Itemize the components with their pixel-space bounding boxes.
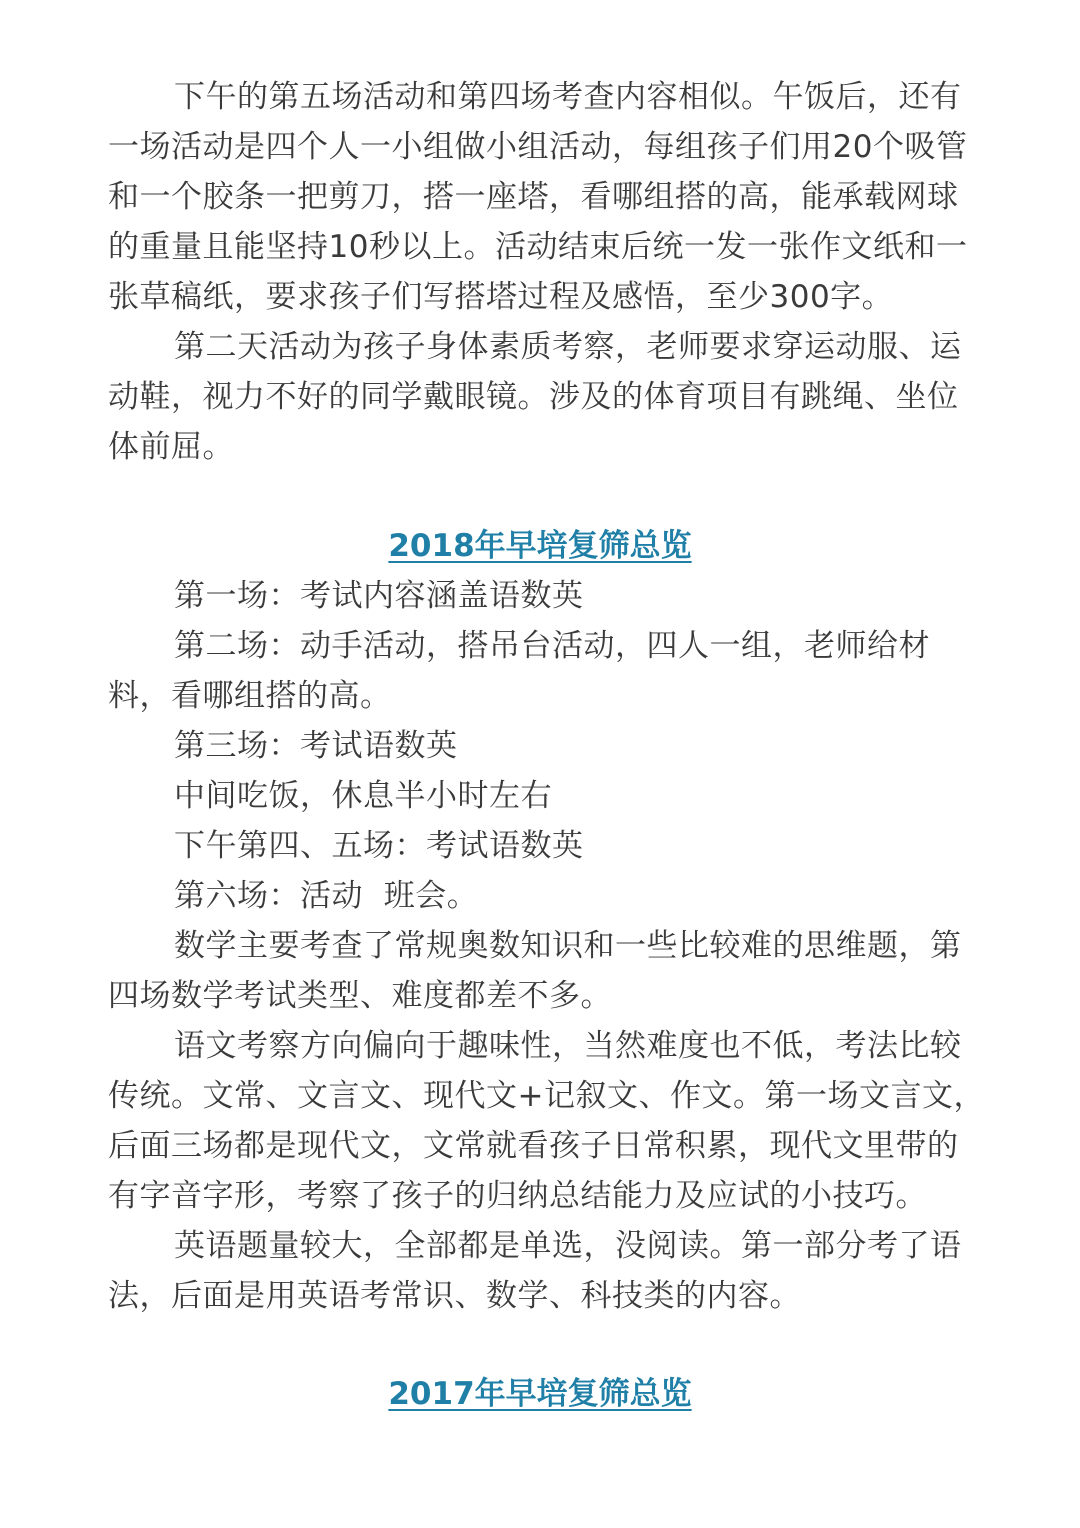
paragraph-line: 第六场：活动 班会。 — [174, 878, 479, 914]
paragraph-line: 传统。文常、文言文、现代文+记叙文、作文。第一场文言文， — [108, 1078, 985, 1114]
paragraph-line: 第一场：考试内容涵盖语数英 — [174, 578, 584, 614]
section-heading-2017[interactable] — [0, 1372, 1080, 1416]
paragraph-line: 数学主要考查了常规奥数知识和一些比较难的思维题，第 — [174, 928, 962, 964]
paragraph-line: 第二天活动为孩子身体素质考察，老师要求穿运动服、运 — [174, 329, 962, 365]
paragraph-line: 料，看哪组搭的高。 — [108, 678, 392, 714]
paragraph-line: 中间吃饭，休息半小时左右 — [174, 778, 552, 814]
paragraph-line: 和一个胶条一把剪刀，搭一座塔，看哪组搭的高，能承载网球 — [108, 179, 959, 215]
section-heading-2018[interactable] — [0, 524, 1080, 568]
paragraph-line: 四场数学考试类型、难度都差不多。 — [108, 978, 612, 1014]
paragraph-line: 的重量且能坚持10秒以上。活动结束后统一发一张作文纸和一 — [108, 229, 968, 265]
paragraph-line: 动鞋，视力不好的同学戴眼镜。涉及的体育项目有跳绳、坐位 — [108, 379, 959, 415]
paragraph-line: 下午的第五场活动和第四场考查内容相似。午饭后，还有 — [174, 79, 962, 115]
paragraph-line: 有字音字形，考察了孩子的归纳总结能力及应试的小技巧。 — [108, 1178, 927, 1214]
paragraph-line: 语文考察方向偏向于趣味性，当然难度也不低，考法比较 — [174, 1028, 962, 1064]
paragraph-line: 后面三场都是现代文，文常就看孩子日常积累，现代文里带的 — [108, 1128, 959, 1164]
section-heading-2017-text[interactable]: 2017年早培复筛总览 — [388, 1376, 692, 1412]
section-heading-2018-text[interactable]: 2018年早培复筛总览 — [388, 528, 692, 564]
paragraph-line: 法，后面是用英语考常识、数学、科技类的内容。 — [108, 1278, 801, 1314]
paragraph-line: 一场活动是四个人一小组做小组活动，每组孩子们用20个吸管 — [108, 129, 968, 165]
paragraph-line: 张草稿纸，要求孩子们写搭塔过程及感悟，至少300字。 — [108, 279, 894, 315]
paragraph-line: 下午第四、五场：考试语数英 — [174, 828, 584, 864]
paragraph-line: 体前屈。 — [108, 429, 234, 465]
paragraph-line: 英语题量较大，全部都是单选，没阅读。第一部分考了语 — [174, 1228, 962, 1264]
paragraph-line: 第三场：考试语数英 — [174, 728, 458, 764]
paragraph-line: 第二场：动手活动，搭吊台活动，四人一组，老师给材 — [174, 628, 930, 664]
